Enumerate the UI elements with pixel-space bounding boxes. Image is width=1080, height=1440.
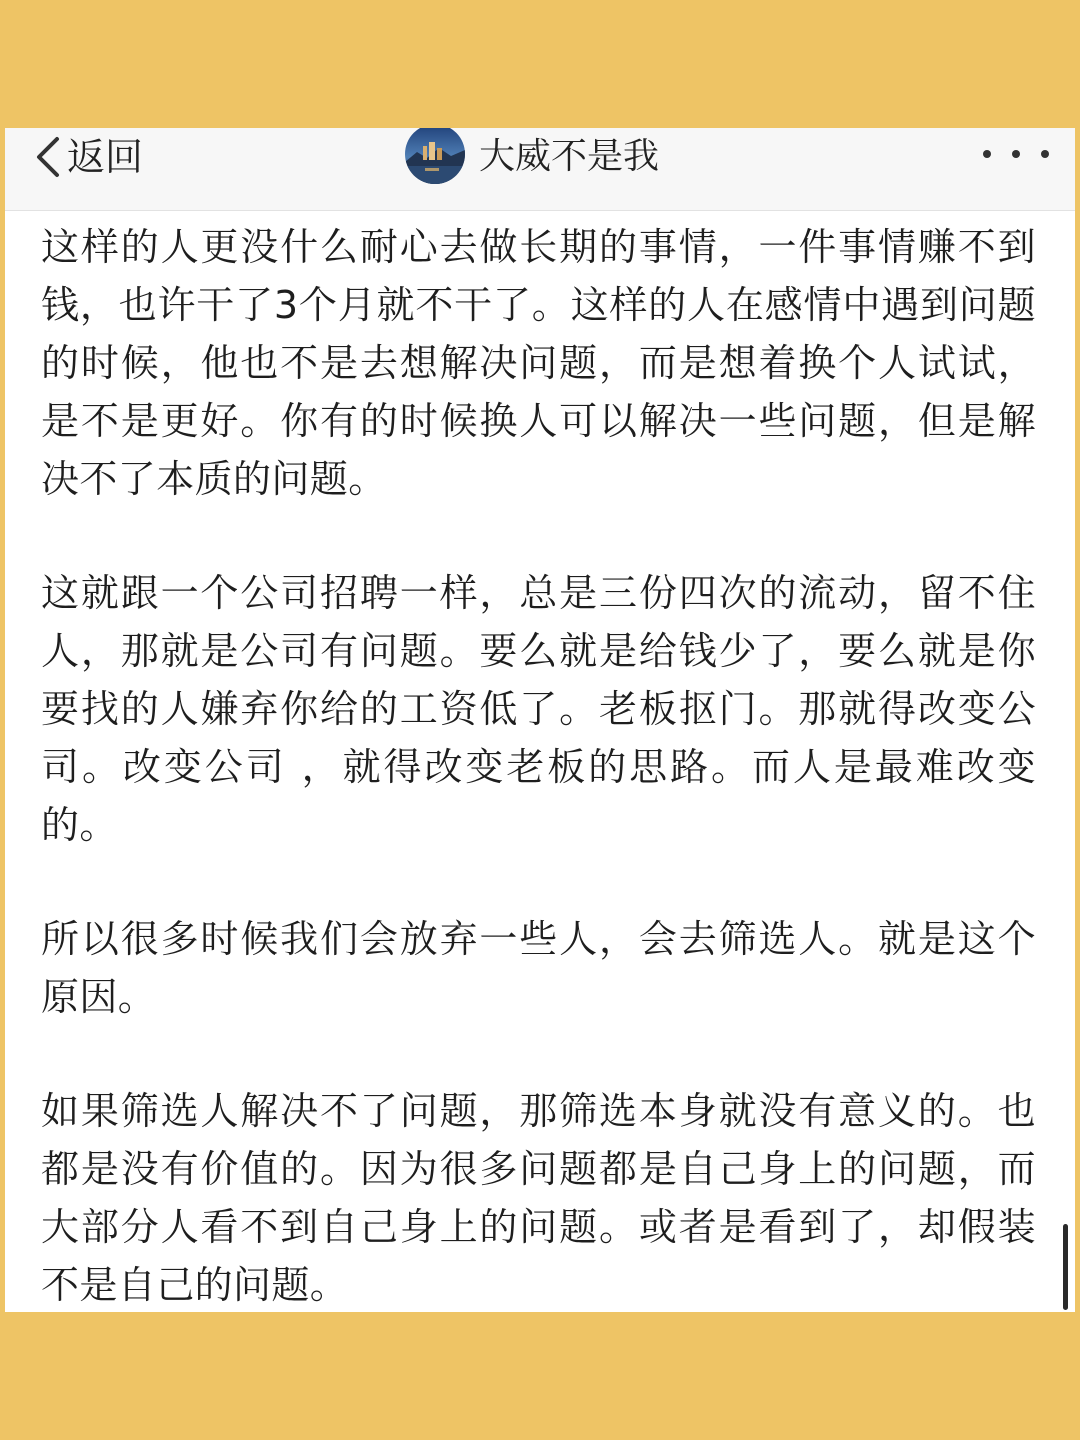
navigation-bar	[5, 128, 1075, 211]
paragraph: 这样的人更没什么耐心去做长期的事情，一件事情赚不到钱，也许干了3个月就不干了。这样的人在感情中遇到问题的时候，他也不是去想解决问题，而是想着换个人试试，是不是更好。你有的时候换人可以解决一些问题，但是解决不了本质的问题。	[41, 225, 1036, 501]
back-button[interactable]	[33, 128, 143, 186]
user-name[interactable]: 大威不是我	[479, 136, 660, 177]
dot	[1041, 150, 1049, 158]
user-header[interactable]	[405, 128, 659, 186]
article-body	[41, 218, 1036, 1312]
back-label: 返回	[67, 135, 144, 179]
avatar[interactable]	[405, 128, 465, 184]
scrollbar[interactable]	[1063, 1224, 1068, 1310]
more-dots-icon[interactable]	[983, 144, 1049, 164]
post-screen	[5, 128, 1075, 1312]
dot	[1012, 150, 1020, 158]
paragraph: 如果筛选人解决不了问题，那筛选本身就没有意义的。也都是没有价值的。因为很多问题都是自己身上的问题，而大部分人看不到自己身上的问题。或者是看到了，却假装不是自己的问题。	[41, 1089, 1036, 1307]
paragraph: 这就跟一个公司招聘一样，总是三份四次的流动，留不住人，那就是公司有问题。要么就是给钱少了，要么就是你要找的人嫌弃你给的工资低了。老板抠门。那就得改变公司。改变公司 ，就得改变老板的思路。而人是最难改变的。	[41, 571, 1036, 847]
paragraph: 所以很多时候我们会放弃一些人，会去筛选人。就是这个原因。	[41, 917, 1036, 1019]
dot	[983, 150, 991, 158]
chevron-left-icon	[33, 135, 63, 179]
